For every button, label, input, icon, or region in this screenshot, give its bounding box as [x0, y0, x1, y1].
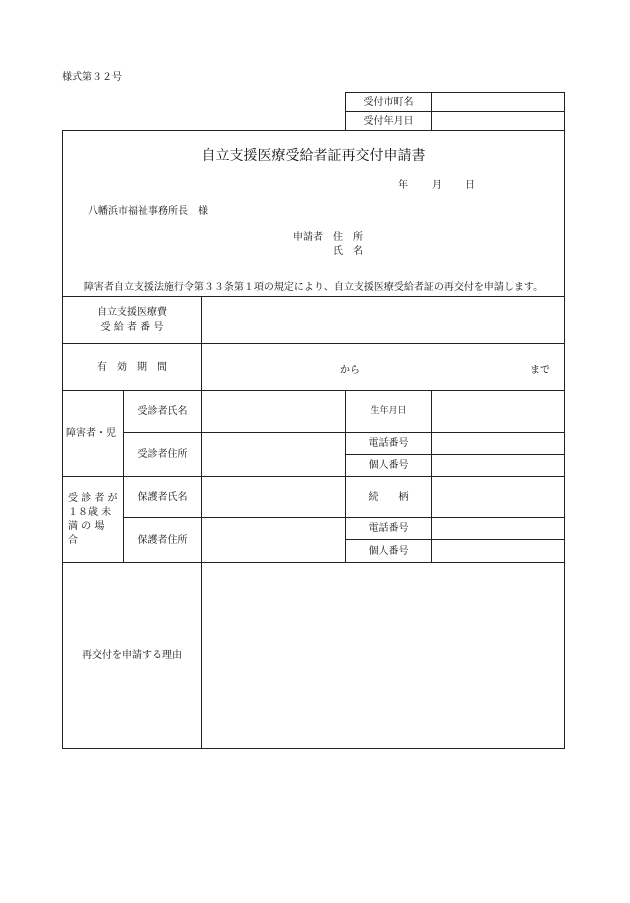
guardian-personal-number-label: 個人番号: [368, 545, 409, 557]
guardian-name-field[interactable]: [202, 477, 345, 517]
reception-municipality-field[interactable]: [432, 93, 564, 111]
recipient-number-label: 自立支援医療費 受 給 者 番 号: [97, 307, 167, 333]
validity-period-label: 有 効 期 間: [97, 361, 167, 373]
birth-date-field[interactable]: [432, 391, 564, 432]
date-day-label: 日: [465, 180, 475, 191]
applicant-label: 申請者: [293, 232, 323, 243]
validity-from-label: から: [340, 365, 360, 376]
validity-period-field[interactable]: [202, 344, 564, 390]
patient-address-field[interactable]: [202, 433, 345, 476]
relationship-field[interactable]: [432, 477, 564, 517]
form-number: 様式第３２号: [62, 72, 122, 83]
personal-number-label: 個人番号: [368, 460, 409, 471]
phone-field[interactable]: [432, 433, 564, 454]
recipient-number-field[interactable]: [202, 297, 564, 343]
person-group-label: 障害者・児: [66, 428, 116, 439]
minor-group-label: 受 診 者 が１８歳 未 満 の 場 合: [68, 492, 125, 546]
reception-date-field[interactable]: [432, 112, 564, 130]
applicant-name-label: 氏 名: [333, 246, 363, 257]
guardian-address-field[interactable]: [202, 518, 345, 562]
applicant-address-label: 住 所: [333, 232, 363, 243]
reason-field[interactable]: [202, 563, 564, 748]
guardian-personal-number-field[interactable]: [432, 540, 564, 562]
reason-label: 再交付を申請する理由: [82, 650, 182, 661]
date-year-label: 年: [398, 180, 408, 191]
guardian-address-label: 保護者住所: [137, 534, 188, 546]
validity-until-label: まで: [530, 365, 550, 376]
reception-date-label: 受付年月日: [363, 115, 414, 127]
phone-label: 電話番号: [368, 438, 409, 449]
form-title: 自立支援医療受給者証再交付申請書: [201, 148, 426, 164]
relationship-label: 続 柄: [368, 491, 409, 503]
patient-name-field[interactable]: [202, 391, 345, 432]
birth-date-label: 生年月日: [370, 406, 407, 416]
date-month-label: 月: [432, 180, 442, 191]
guardian-phone-label: 電話番号: [368, 523, 409, 534]
patient-name-label: 受診者氏名: [137, 406, 188, 417]
patient-address-label: 受診者住所: [137, 449, 188, 460]
guardian-phone-field[interactable]: [432, 518, 564, 539]
reception-municipality-label: 受付市町名: [363, 96, 414, 108]
statement: 障害者自立支援法施行令第３３条第１項の規定により、自立支援医療受給者証の再交付を申請します。: [83, 282, 544, 293]
addressee: 八幡浜市福祉事務所長 様: [88, 206, 208, 217]
personal-number-field[interactable]: [432, 455, 564, 476]
guardian-name-label: 保護者氏名: [137, 491, 188, 503]
